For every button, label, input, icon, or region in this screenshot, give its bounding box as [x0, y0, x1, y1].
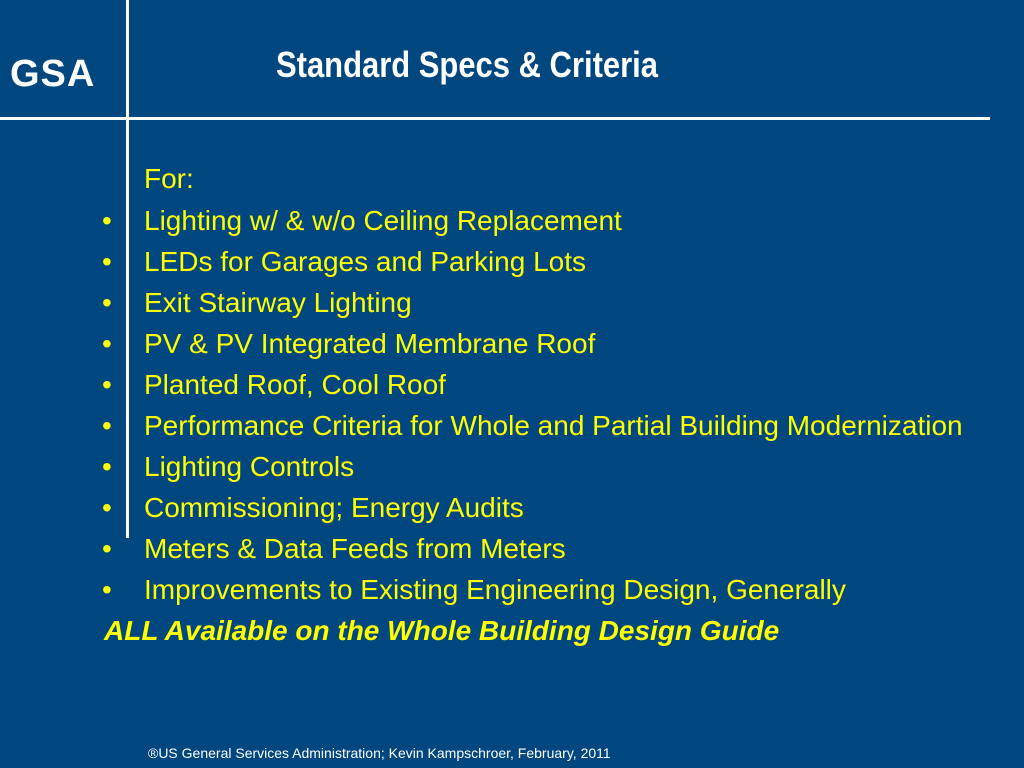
logo-text: GSA	[10, 53, 96, 95]
bullet-icon: •	[102, 533, 112, 564]
list-item	[100, 532, 980, 565]
list-item	[100, 573, 980, 606]
list-item	[100, 409, 980, 442]
gsa-logo	[10, 52, 110, 96]
bullet-icon: •	[102, 205, 112, 236]
intro-label: For:	[144, 163, 194, 194]
list-item-text: LEDs for Garages and Parking Lots	[144, 246, 587, 277]
list-item	[100, 368, 980, 401]
slide-body	[100, 162, 980, 647]
list-item-text: PV & PV Integrated Membrane Roof	[144, 328, 596, 359]
list-item-text: Meters & Data Feeds from Meters	[144, 533, 566, 564]
footer-credit: ®US General Services Administration; Kevin Kampschroer, February, 2011	[148, 745, 611, 761]
list-item-text: Performance Criteria for Whole and Partial Building Modernization	[144, 410, 963, 441]
bullet-icon: •	[102, 410, 112, 441]
bullet-icon: •	[102, 492, 112, 523]
list-item	[100, 204, 980, 237]
list-item	[100, 327, 980, 360]
list-item-text: Lighting Controls	[144, 451, 355, 482]
list-item	[100, 450, 980, 483]
list-item	[100, 245, 980, 278]
bullet-icon: •	[102, 287, 112, 318]
bullet-icon: •	[102, 246, 112, 277]
bullet-icon: •	[102, 574, 112, 605]
list-item-text: Improvements to Existing Engineering Design, Generally	[144, 574, 846, 605]
list-item-text: Planted Roof, Cool Roof	[144, 369, 446, 400]
bullet-icon: •	[102, 451, 112, 482]
list-item	[100, 286, 980, 319]
slide-title: Standard Specs & Criteria	[276, 44, 658, 85]
bullet-icon: •	[102, 369, 112, 400]
horizontal-divider	[0, 117, 990, 120]
list-item-text: Lighting w/ & w/o Ceiling Replacement	[144, 205, 622, 236]
list-item-text: Commissioning; Energy Audits	[144, 492, 524, 523]
bullet-list	[100, 204, 980, 606]
list-item-text: Exit Stairway Lighting	[144, 287, 412, 318]
bullet-icon: •	[102, 328, 112, 359]
list-item	[100, 491, 980, 524]
closing-statement: ALL Available on the Whole Building Design Guide	[104, 615, 780, 646]
